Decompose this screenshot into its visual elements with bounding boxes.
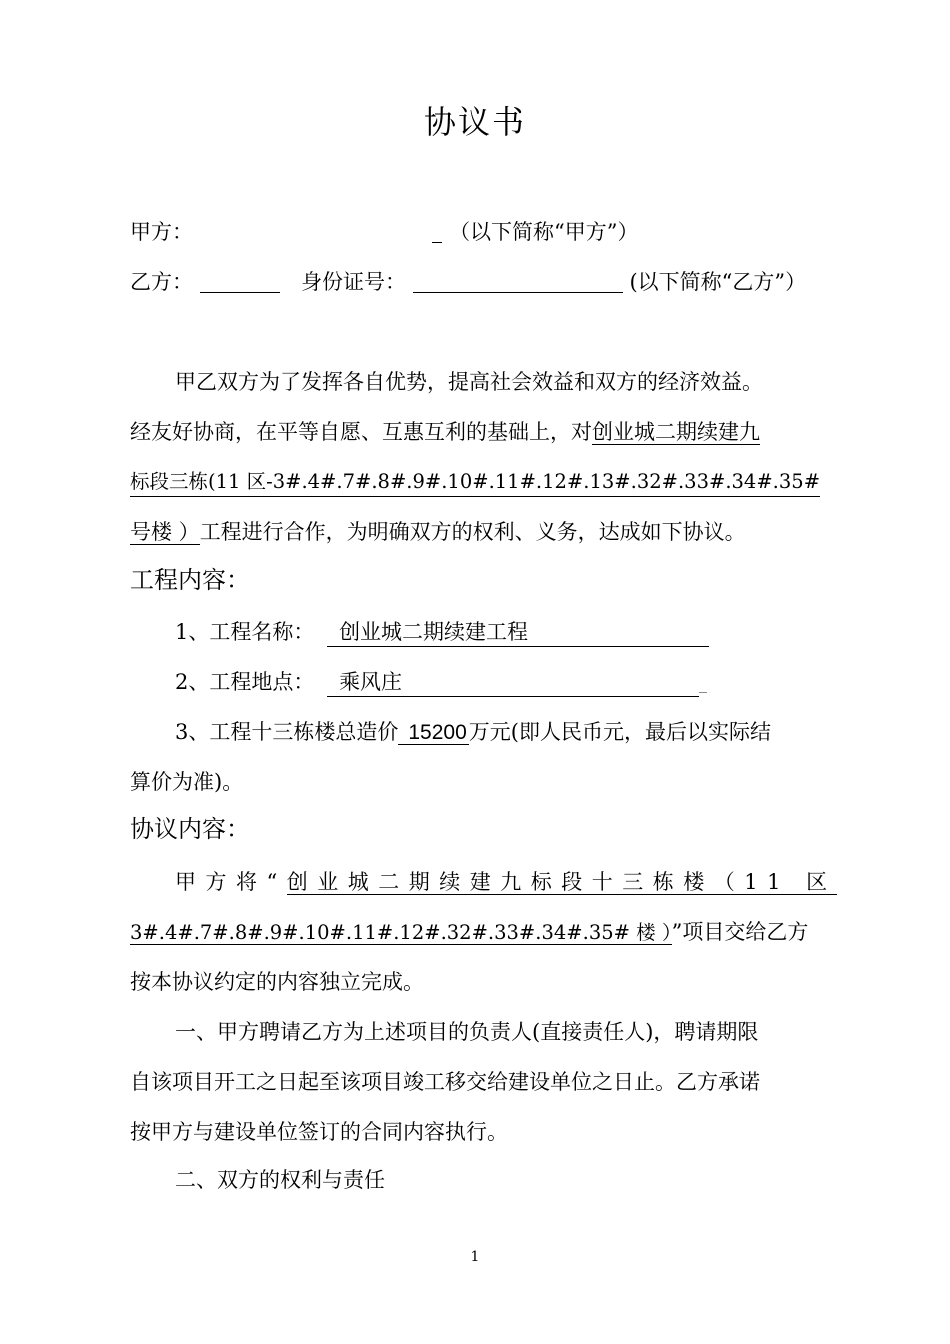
project-cost-label: 3、工程十三栋楼总造价 — [175, 720, 399, 744]
project-name-label: 1、工程名称： — [175, 620, 315, 644]
page-number: 1 — [470, 1249, 480, 1265]
clause-1-line-1: 一、甲方聘请乙方为上述项目的负责人(直接责任人)，聘请期限 — [175, 1020, 759, 1044]
party-b-line — [130, 268, 806, 296]
party-a-line — [130, 218, 639, 246]
party-b-label: 乙方： — [130, 270, 193, 294]
agreement-line-2-text: ”项目交给乙方 — [671, 920, 809, 944]
party-a-label: 甲方： — [130, 220, 193, 244]
project-place-value: 乘风庄 — [327, 668, 699, 697]
project-place-tail — [699, 670, 707, 693]
party-b-name-blank — [200, 270, 280, 293]
party-b-id-label: 身份证号： — [301, 270, 407, 294]
agreement-line-2 — [130, 918, 808, 947]
project-name-value: 创业城二期续建工程 — [327, 618, 709, 647]
agreement-line-1-text: 甲方将“ — [175, 870, 287, 894]
project-place-label: 2、工程地点： — [175, 670, 315, 694]
project-name-underlined: 创业城二期续建九 — [592, 420, 760, 444]
party-b-id-blank — [413, 270, 623, 293]
clause-1-line-3: 按甲方与建设单位签订的合同内容执行。 — [130, 1120, 508, 1144]
party-a-suffix: （以下简称“甲方”） — [449, 220, 639, 244]
project-cost-text: 万元(即人民币元，最后以实际结 — [468, 720, 771, 744]
agreement-project-underlined: 创业城二期续建九标段十三栋楼（11 区 — [286, 870, 837, 894]
party-a-blank — [200, 221, 426, 243]
project-place-row — [175, 668, 707, 697]
intro-line-4-text: 工程进行合作，为明确双方的权利、义务，达成如下协议。 — [199, 520, 746, 544]
agreement-line-1 — [175, 868, 837, 896]
agreement-buildings-underlined: 3#.4#.7#.8#.9#.10#.11#.12#.32#.33#.34#.35# 楼 ） — [130, 921, 672, 944]
building-suffix-underlined: 号楼 ） — [130, 520, 200, 544]
intro-line-2 — [130, 418, 760, 446]
project-name-row — [175, 618, 709, 647]
document-title: 协议书 — [423, 103, 526, 141]
section-heading-agreement: 协议内容： — [130, 815, 250, 843]
party-a-underline — [432, 220, 442, 243]
intro-line-3: 标段三栋(11 区-3#.4#.7#.8#.9#.10#.11#.12#.13#.32#.33#.34#.35# — [130, 468, 820, 497]
party-b-suffix: (以下简称“乙方”） — [629, 270, 807, 294]
clause-2-heading: 二、双方的权利与责任 — [175, 1168, 385, 1192]
intro-line-2-text: 经友好协商，在平等自愿、互惠互利的基础上，对 — [130, 420, 592, 444]
project-cost-value: 15200 — [398, 721, 468, 745]
intro-line-1: 甲乙双方为了发挥各自优势，提高社会效益和双方的经济效益。 — [175, 370, 763, 394]
clause-1-line-2: 自该项目开工之日起至该项目竣工移交给建设单位之日止。乙方承诺 — [130, 1070, 760, 1094]
agreement-line-3: 按本协议约定的内容独立完成。 — [130, 970, 424, 994]
section-heading-project: 工程内容： — [130, 566, 250, 594]
project-cost-row — [175, 718, 771, 747]
project-cost-row-cont: 算价为准)。 — [130, 770, 244, 794]
intro-line-4 — [130, 518, 746, 546]
